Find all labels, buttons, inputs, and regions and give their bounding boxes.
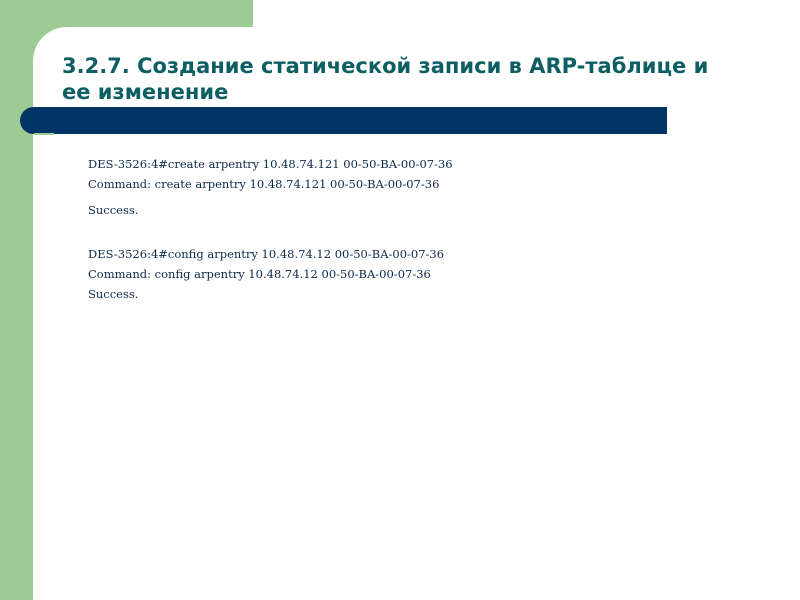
console-line-config-echo: Command: config arpentry 10.48.74.12 00-50-BA-00-07-36 — [88, 267, 431, 281]
divider-accent — [34, 133, 54, 135]
console-line-create-echo: Command: create arpentry 10.48.74.121 00-50-BA-00-07-36 — [88, 177, 440, 191]
slide-title — [62, 53, 782, 105]
console-line-create-success: Success. — [88, 203, 139, 217]
left-green-strip — [0, 0, 33, 600]
console-line-create-command: DES-3526:4#create arpentry 10.48.74.121 00-50-BA-00-07-36 — [88, 157, 453, 171]
console-line-config-command: DES-3526:4#config arpentry 10.48.74.12 00-50-BA-00-07-36 — [88, 247, 445, 261]
console-line-config-success: Success. — [88, 287, 139, 301]
slide-title-line-2: ее изменение — [62, 80, 229, 104]
slide-title-line-1: 3.2.7. Создание статической записи в ARP-таблице и — [62, 54, 709, 78]
title-divider-bar — [20, 107, 667, 134]
